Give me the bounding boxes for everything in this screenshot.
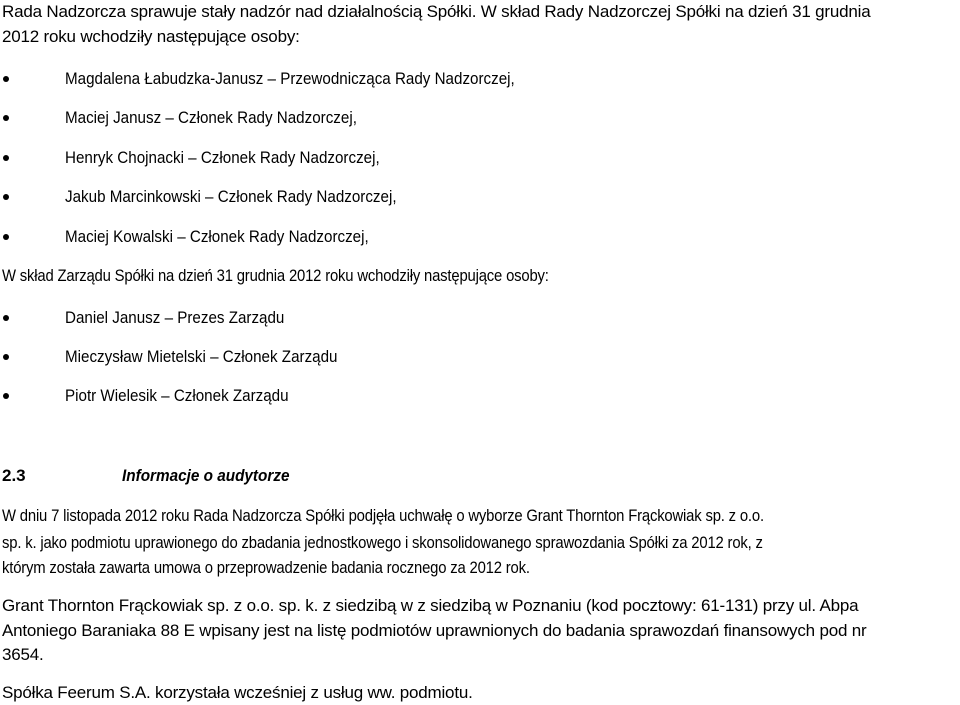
bullet-icon (3, 76, 9, 82)
bullet-icon (3, 234, 9, 240)
supervisory-board-member: Maciej Janusz – Członek Rady Nadzorczej, (65, 109, 357, 127)
bullet-icon (3, 315, 9, 321)
closing-line: Spółka Feerum S.A. korzystała wcześniej z usług ww. podmiotu. (2, 683, 473, 702)
bullet-icon (3, 194, 9, 200)
section-title: Informacje o audytorze (122, 466, 290, 485)
supervisory-board-member: Jakub Marcinkowski – Członek Rady Nadzorczej, (65, 188, 397, 206)
supervisory-board-member: Magdalena Łabudzka-Janusz – Przewodnicząca Rady Nadzorczej, (65, 70, 515, 88)
bullet-icon (3, 115, 9, 121)
management-board-member: Daniel Janusz – Prezes Zarządu (65, 309, 285, 327)
management-board-member: Mieczysław Mietelski – Członek Zarządu (65, 348, 338, 366)
bullet-icon (3, 393, 9, 399)
auditor-details-line-1: Grant Thornton Frąckowiak sp. z o.o. sp. k. z siedzibą w z siedzibą w Poznaniu (kod pocztowy: 61-131) przy ul. Abpa (2, 596, 859, 615)
management-board-member: Piotr Wielesik – Członek Zarządu (65, 387, 289, 405)
supervisory-board-member: Henryk Chojnacki – Członek Rady Nadzorczej, (65, 149, 380, 167)
auditor-paragraph-line-1: W dniu 7 listopada 2012 roku Rada Nadzorcza Spółki podjęła uchwałę o wyborze Grant Thornton Frąckowiak sp. z o.o. (2, 507, 764, 525)
intro-line-1: Rada Nadzorcza sprawuje stały nadzór nad działalnością Spółki. W skład Rady Nadzorczej Spółki na dzień 31 grudnia (2, 2, 871, 21)
auditor-paragraph-line-3: którym została zawarta umowa o przeprowadzenie badania rocznego za 2012 rok. (2, 559, 530, 577)
bullet-icon (3, 155, 9, 161)
intro-line-2: 2012 roku wchodziły następujące osoby: (2, 27, 300, 46)
auditor-details-line-2: Antoniego Baraniaka 88 E wpisany jest na listę podmiotów uprawnionych do badania sprawozdań finansowych pod nr (2, 621, 867, 640)
management-intro: W skład Zarządu Spółki na dzień 31 grudnia 2012 roku wchodziły następujące osoby: (2, 267, 549, 285)
bullet-icon (3, 354, 9, 360)
auditor-details-line-3: 3654. (2, 645, 44, 664)
section-number: 2.3 (2, 466, 26, 485)
auditor-paragraph-line-2: sp. k. jako podmiotu uprawionego do zbadania jednostkowego i skonsolidowanego sprawozdania Spółki za 2012 rok, z (2, 534, 763, 552)
supervisory-board-member: Maciej Kowalski – Członek Rady Nadzorczej, (65, 228, 369, 246)
